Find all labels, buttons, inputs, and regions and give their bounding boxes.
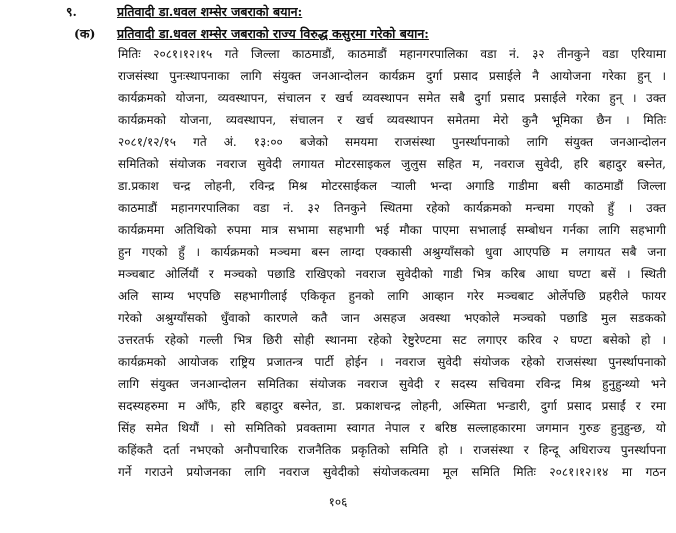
paragraph-line: हुन गएको हुँ । कार्यक्रमको मञ्चमा बस्न लाग्दा एक्कासी अश्रुग्याँसको धुवा आएपछि म लगायत सबै जना xyxy=(118,245,666,259)
subsection-title: प्रतिवादी डा.धवल शम्सेर जबराको राज्य विरुद्ध कसुरमा गरेको बयान: xyxy=(117,26,429,41)
subsection-number: (क) xyxy=(74,26,96,41)
paragraph-line: काठमाडौं महानगरपालिका वडा नं. ३२ तिनकुने स्थितमा रहेको कार्यक्रमको मन्चमा गएको हुँ । उक्त xyxy=(118,201,666,215)
paragraph-line: समितिको संयोजक नवराज सुवेदी लगायत मोटरसाइकल जुलुस सहित म, नवराज सुवेदी, हरि बहादुर बस्नेत, xyxy=(118,157,666,171)
paragraph-line: सिंह समेत थियौं । सो समितिको प्रवक्तामा स्वागत नेपाल र बरिष्ठ सल्लाहकारमा जगमान गुरुङ हुनुहुन्छ, यो xyxy=(118,421,666,435)
paragraph-line: कार्यक्रमको आयोजक राष्ट्रिय प्रजातन्त्र पार्टी होईन । नवराज सुवेदी संयोजक रहेको राजसंस्था पुनर्स्थापनाको xyxy=(118,355,666,369)
paragraph-line: गरेको अश्रुग्याँसको धुँवाको कारणले कतै जान असहज अवस्था भएकोले मञ्चको पछाडि मुल सडकको xyxy=(118,311,666,325)
paragraph-line: सदस्यहरुमा म आँफै, हरि बहादुर बस्नेत, डा. प्रकाशचन्द्र लोहनी, अस्मिता भन्डारी, दुर्गा प्रसाद प्रसाईं र रमा xyxy=(118,399,666,413)
paragraph-line: अलि साम्य भएपछि सहभागीलाई एकिकृत हुनको लागि आव्हान गरेर मञ्चबाट ओर्लेपछि प्रहरीले फायर xyxy=(118,289,666,303)
paragraph-line: कार्यक्रममा अतिथिको रुपमा मात्र सभामा सहभागी भई मौका पाएमा सभालाई सम्बोधन गर्नका लागि सहभागी xyxy=(118,223,666,237)
section-number: ९. xyxy=(66,4,77,19)
paragraph-line: राजसंस्था पुनःस्थापनाका लागि संयुक्त जनआन्दोलन कार्यक्रम दुर्गा प्रसाद प्रसाईले नै आयोजना गरेका हुन् । xyxy=(118,69,666,83)
paragraph-line: डा.प्रकाश चन्द्र लोहनी, रविन्द्र मिश्र मोटरसाईकल र्‍याली भन्दा अगाडि गाडीमा बसी काठमाडौं जिल्ला xyxy=(118,179,666,193)
section-title: प्रतिवादी डा.धवल शम्सेर जबराको बयान: xyxy=(117,4,303,19)
paragraph-line: लागि संयुक्त जनआन्दोलन समितिका संयोजक नवराज सुवेदी र सदस्य सचिवमा रविन्द्र मिश्र हुनुहुन्थ्यो भने xyxy=(118,377,666,391)
paragraph-line: गर्ने गराउने प्रयोजनका लागि नवराज सुवेदीको संयोजकत्वमा मूल समिति मितिः २०८१।१२।१४ मा गठन xyxy=(118,465,666,479)
paragraph-line: कार्यक्रमको योजना, व्यवस्थापन, संचालन र खर्च व्यवस्थापन समेतमा मेरो कुनै भूमिका छैन । मितिः xyxy=(118,113,666,127)
paragraph-line: कहिंकतै दर्ता नभएको अनौपचारिक राजनैतिक प्रकृतिको समिति हो । राजसंस्था र हिन्दू अधिराज्य पुनर्स्थापना xyxy=(118,443,666,457)
paragraph-line: मितिः २०८१।१२।१५ गते जिल्ला काठमाडौं, काठमाडौं महानगरपालिका वडा नं. ३२ तीनकुने वडा एरियामा xyxy=(118,47,666,61)
paragraph-line: उत्तरतर्फ रहेको गल्ली भित्र छिरी सोही स्थानमा रहेको रेष्टुरेण्टमा सट लगाएर करिव २ घण्टा बसेको हो । xyxy=(118,333,666,347)
paragraph-line: २०८१/१२/१५ गते अं. १३:०० बजेको समयमा राजसंस्था पुनर्स्थापनाको लागि संयुक्त जनआन्दोलन xyxy=(118,135,666,149)
paragraph-line: कार्यक्रमको योजना, व्यवस्थापन, संचालन र खर्च व्यवस्थापन समेत सबै दुर्गा प्रसाद प्रसाईले गरेका हुन् । उक्त xyxy=(118,91,666,105)
page-number: १०६ xyxy=(328,495,348,509)
paragraph-line: मञ्चबाट ओर्लियौं र मञ्चको पछाडि राखिएको नवराज सुवेदीको गाडी भित्र करिब आधा घण्टा बसें । स्थिती xyxy=(118,267,666,281)
